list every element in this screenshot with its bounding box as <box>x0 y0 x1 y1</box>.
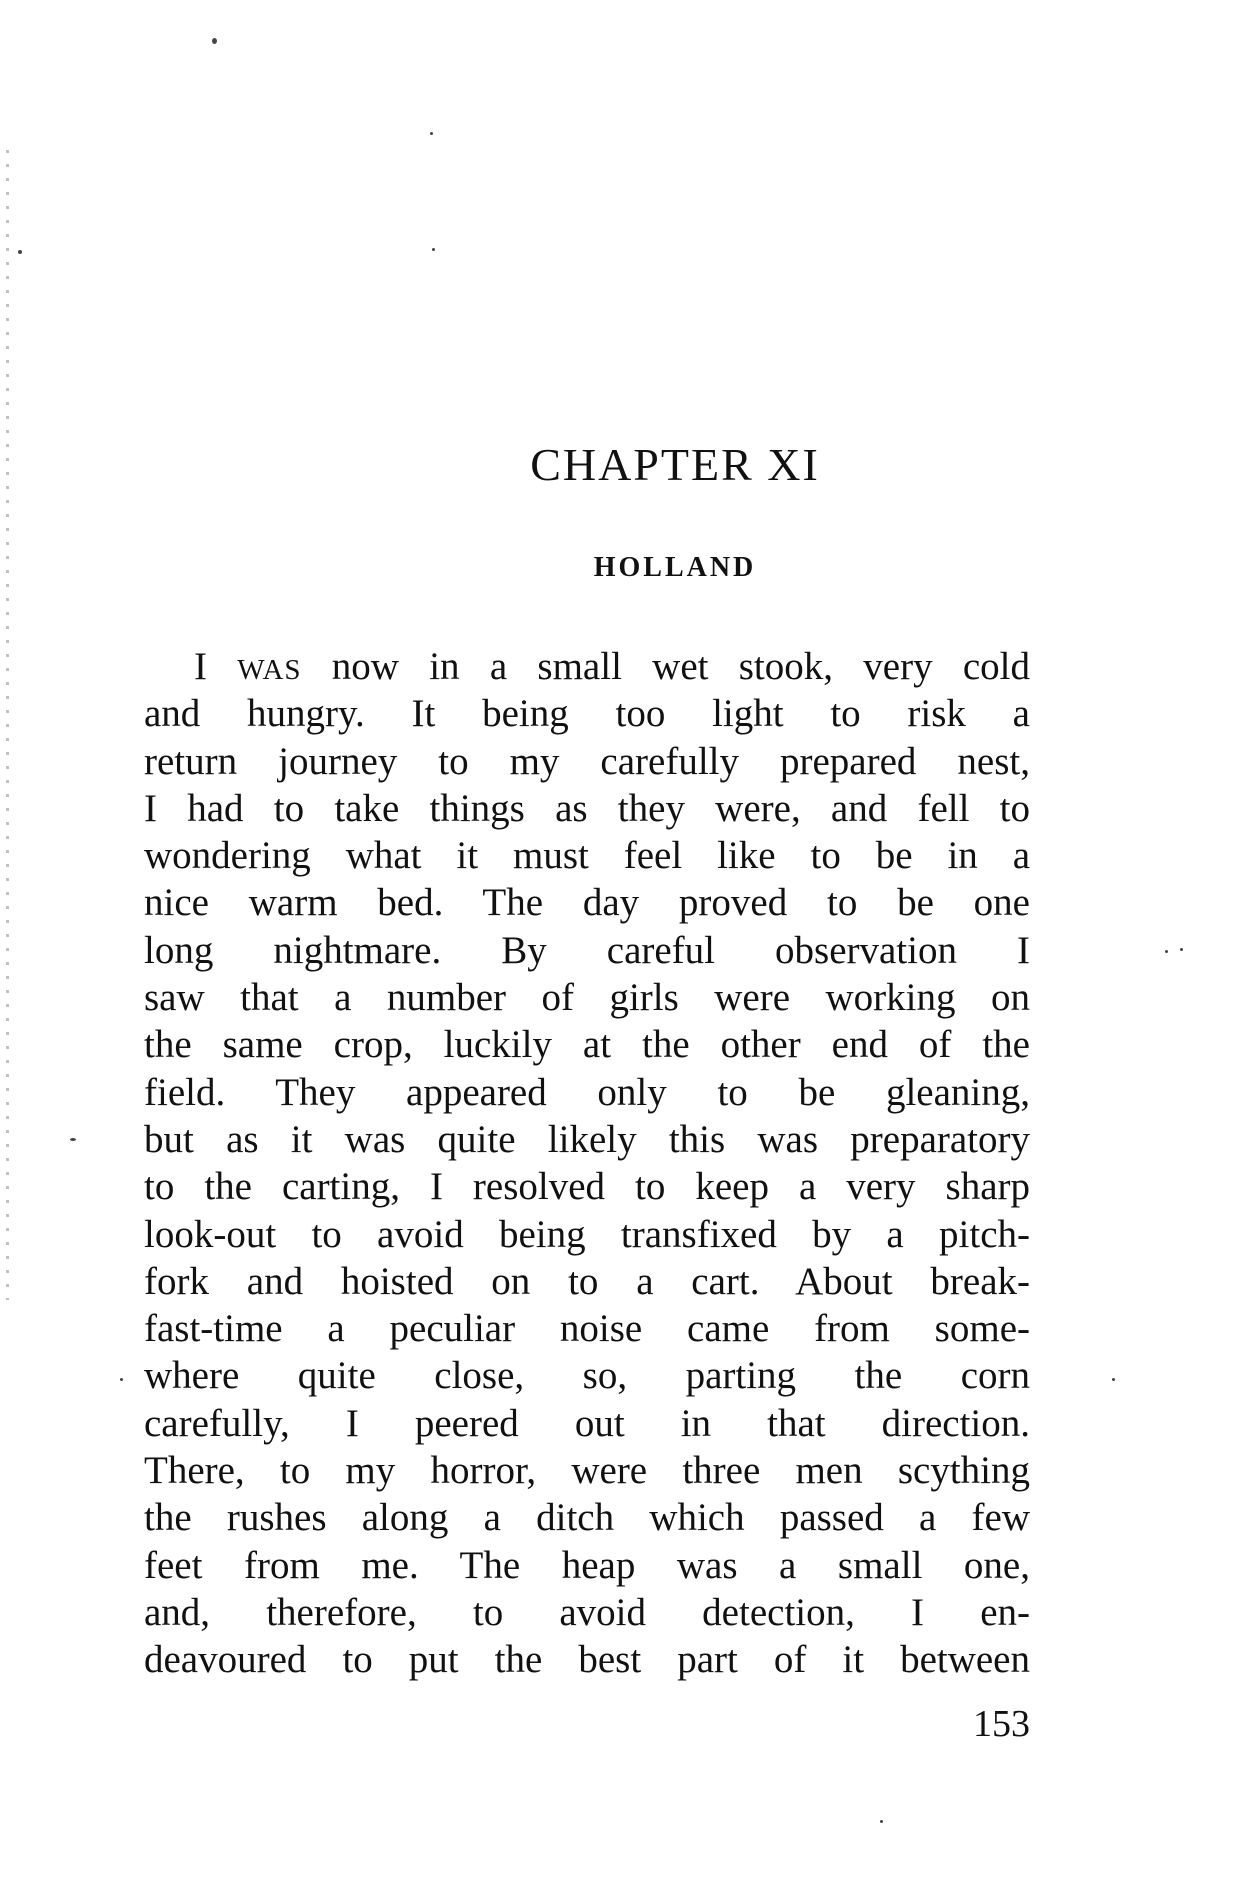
text-line: fast-time a peculiar noise came from some- <box>144 1307 1030 1351</box>
text-line: but as it was quite likely this was preparatory <box>144 1117 1030 1161</box>
scan-speck <box>432 248 435 251</box>
scan-speck <box>1165 950 1168 953</box>
text-line: saw that a number of girls were working on <box>144 976 1030 1020</box>
scan-speck <box>1180 948 1183 951</box>
chapter-subtitle: HOLLAND <box>593 552 757 583</box>
scan-speck <box>120 1378 123 1381</box>
text-line: feet from me. The heap was a small one, <box>144 1543 1030 1587</box>
scan-speck <box>70 1138 76 1141</box>
chapter-body-paragraph <box>144 643 1030 1684</box>
text-line: deavoured to put the best part of it between <box>144 1638 1030 1682</box>
chapter-title: CHAPTER XI <box>530 439 820 490</box>
scan-speck <box>212 38 217 44</box>
first-line-text: now in a small wet stook, very cold <box>301 645 1031 688</box>
scan-speck <box>430 132 433 135</box>
scan-speck <box>880 1820 883 1823</box>
first-word-smallcaps: WAS <box>237 654 302 686</box>
text-line: the same crop, luckily at the other end of the <box>144 1023 1030 1067</box>
text-line: and hungry. It being too light to risk a <box>144 692 1030 736</box>
text-line: There, to my horror, were three men scything <box>144 1449 1030 1493</box>
text-line: fork and hoisted on to a cart. About break- <box>144 1259 1030 1303</box>
page-number: 153 <box>973 1703 1030 1745</box>
text-line: look-out to avoid being transfixed by a pitch- <box>144 1212 1030 1256</box>
scan-speck <box>18 250 22 254</box>
text-line: where quite close, so, parting the corn <box>144 1354 1030 1398</box>
text-line: field. They appeared only to be gleaning, <box>144 1070 1030 1114</box>
text-line: the rushes along a ditch which passed a few <box>144 1496 1030 1540</box>
text-line: wondering what it must feel like to be in a <box>144 834 1030 878</box>
text-line: long nightmare. By careful observation I <box>144 928 1030 972</box>
text-line: to the carting, I resolved to keep a very sharp <box>144 1165 1030 1209</box>
text-line: return journey to my carefully prepared nest, <box>144 739 1030 783</box>
scan-margin-streak <box>6 150 9 1300</box>
first-word: I <box>194 645 207 688</box>
scan-speck <box>1112 1378 1115 1381</box>
text-line: carefully, I peered out in that direction. <box>144 1401 1030 1445</box>
text-line: nice warm bed. The day proved to be one <box>144 881 1030 925</box>
text-line: I had to take things as they were, and fell to <box>144 786 1030 830</box>
text-line <box>144 643 1030 690</box>
text-line: and, therefore, to avoid detection, I en- <box>144 1590 1030 1634</box>
